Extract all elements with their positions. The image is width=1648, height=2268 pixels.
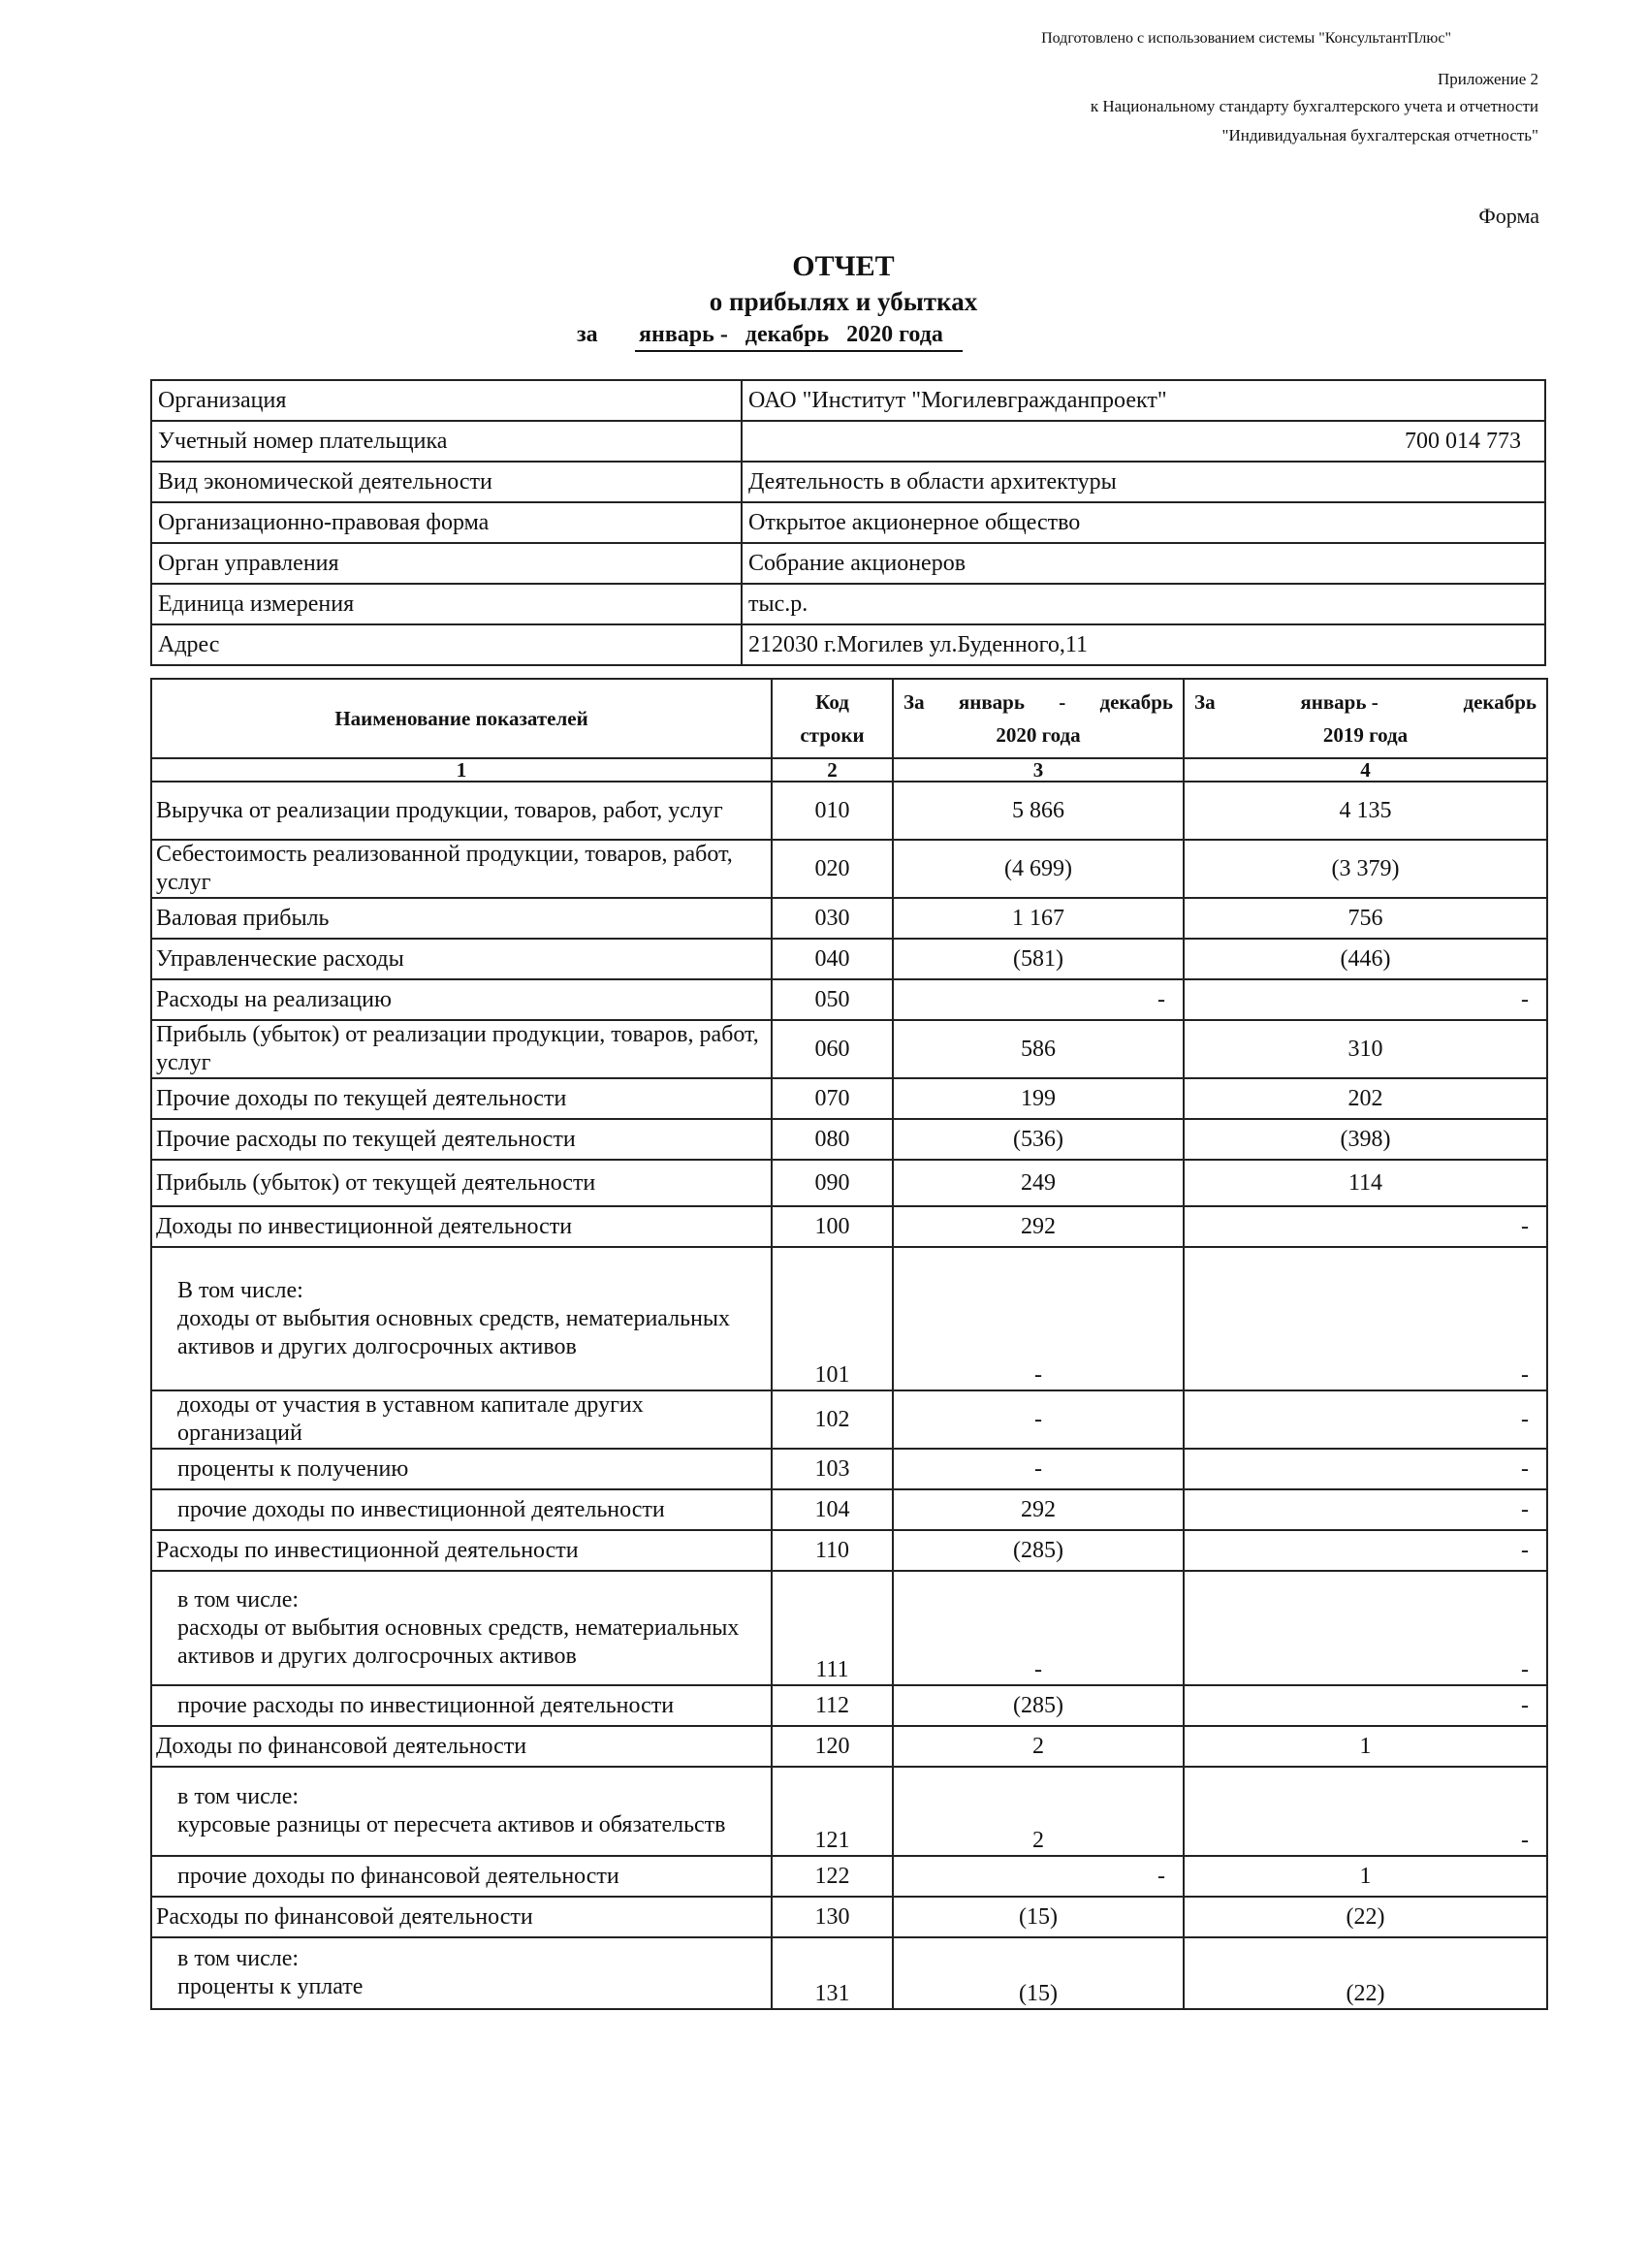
- header-current-period: [893, 679, 1184, 758]
- row-value-2020: 249: [893, 1160, 1184, 1206]
- info-row: [151, 624, 1545, 665]
- row-value-2020: 586: [893, 1020, 1184, 1078]
- row-value-2019: (398): [1184, 1119, 1547, 1160]
- table-row: [151, 1489, 1547, 1530]
- organization-info-table: [150, 379, 1546, 666]
- row-code: 112: [772, 1685, 893, 1726]
- table-row: [151, 782, 1547, 840]
- table-row: [151, 1767, 1547, 1856]
- row-code: 050: [772, 979, 893, 1020]
- table-row: [151, 1449, 1547, 1489]
- standard-name: "Индивидуальная бухгалтерская отчетность": [1221, 126, 1538, 144]
- row-value-2020: (4 699): [893, 840, 1184, 898]
- header-code-line1: Код: [815, 690, 849, 714]
- header-cur-m2: декабрь: [1099, 690, 1173, 714]
- header-previous-months: [1188, 686, 1542, 719]
- row-code: 010: [772, 782, 893, 840]
- info-value: тыс.р.: [742, 584, 1545, 624]
- row-code: 080: [772, 1119, 893, 1160]
- column-number-row: [151, 758, 1547, 782]
- row-name: [151, 1530, 772, 1571]
- row-value-2020: (581): [893, 939, 1184, 979]
- row-value-2019: (22): [1184, 1897, 1547, 1937]
- table-header-row: [151, 679, 1547, 758]
- info-row: [151, 462, 1545, 502]
- row-label: Расходы на реализацию: [156, 986, 392, 1012]
- row-label: доходы от выбытия основных средств, нематериальных активов и других долгосрочных активов: [177, 1305, 731, 1359]
- profit-loss-table: [150, 678, 1548, 2010]
- row-code: 103: [772, 1449, 893, 1489]
- header-prev-za: За: [1194, 690, 1216, 714]
- row-intro: в том числе:: [177, 1784, 300, 1809]
- row-name: [151, 1726, 772, 1767]
- row-code: 122: [772, 1856, 893, 1897]
- row-value-2019: -: [1184, 1530, 1547, 1571]
- header-cur-dash: -: [1059, 690, 1066, 714]
- info-value: Собрание акционеров: [742, 543, 1545, 584]
- row-value-2019: 1: [1184, 1856, 1547, 1897]
- row-code: 090: [772, 1160, 893, 1206]
- row-label: Управленческие расходы: [156, 945, 404, 972]
- row-name: [151, 782, 772, 840]
- info-label: Адрес: [151, 624, 742, 665]
- header-current-year: 2020 года: [996, 723, 1081, 747]
- column-number: 4: [1184, 758, 1547, 782]
- table-row: [151, 1206, 1547, 1247]
- table-row: [151, 1726, 1547, 1767]
- row-value-2020: (536): [893, 1119, 1184, 1160]
- row-label: курсовые разницы от пересчета активов и обязательств: [177, 1812, 726, 1837]
- row-value-2020: (15): [893, 1897, 1184, 1937]
- row-code: 030: [772, 898, 893, 939]
- row-value-2019: -: [1184, 1571, 1547, 1685]
- column-number: 1: [151, 758, 772, 782]
- row-name: [151, 1449, 772, 1489]
- table-row: [151, 1897, 1547, 1937]
- column-number: 2: [772, 758, 893, 782]
- header-prev-m1: январь -: [1300, 690, 1379, 714]
- info-value: 700 014 773: [742, 421, 1545, 462]
- row-name: [151, 898, 772, 939]
- row-value-2019: -: [1184, 1767, 1547, 1856]
- info-label: Орган управления: [151, 543, 742, 584]
- row-code: 120: [772, 1726, 893, 1767]
- report-title: ОТЧЕТ: [792, 250, 895, 282]
- row-label: Прибыль (убыток) от текущей деятельности: [156, 1169, 596, 1196]
- info-row: [151, 584, 1545, 624]
- row-value-2020: (15): [893, 1937, 1184, 2009]
- row-name: [151, 1206, 772, 1247]
- info-label: Организация: [151, 380, 742, 421]
- row-value-2019: (446): [1184, 939, 1547, 979]
- info-label: Вид экономической деятельности: [151, 462, 742, 502]
- form-label: Форма: [1478, 204, 1539, 228]
- row-name: [151, 1767, 772, 1856]
- row-value-2020: 5 866: [893, 782, 1184, 840]
- row-label: проценты к уплате: [177, 1974, 364, 1999]
- row-label: расходы от выбытия основных средств, нематериальных активов и других долгосрочных активов: [177, 1614, 740, 1669]
- row-label: Доходы по финансовой деятельности: [156, 1733, 527, 1759]
- table-row: [151, 1856, 1547, 1897]
- header-prev-m2: декабрь: [1463, 690, 1537, 714]
- prepared-note: Подготовлено с использованием системы "КонсультантПлюс": [1041, 30, 1451, 47]
- standard-line: к Национальному стандарту бухгалтерского учета и отчетности: [1090, 97, 1538, 115]
- row-intro: В том числе:: [177, 1277, 303, 1303]
- row-name: [151, 1856, 772, 1897]
- row-value-2019: 202: [1184, 1078, 1547, 1119]
- report-subtitle: о прибылях и убытках: [709, 287, 978, 316]
- row-label: Прочие расходы по текущей деятельности: [156, 1126, 576, 1152]
- info-label: Организационно-правовая форма: [151, 502, 742, 543]
- row-intro: в том числе:: [177, 1586, 300, 1613]
- info-value: Деятельность в области архитектуры: [742, 462, 1545, 502]
- row-code: 110: [772, 1530, 893, 1571]
- row-value-2020: -: [893, 1571, 1184, 1685]
- info-value: ОАО "Институт "Могилевгражданпроект": [742, 380, 1545, 421]
- info-row: [151, 380, 1545, 421]
- row-value-2019: 1: [1184, 1726, 1547, 1767]
- row-value-2019: -: [1184, 1489, 1547, 1530]
- header-previous-year: 2019 года: [1322, 723, 1409, 747]
- row-label: Валовая прибыль: [156, 905, 330, 931]
- table-row: [151, 898, 1547, 939]
- row-label: Расходы по финансовой деятельности: [156, 1903, 533, 1930]
- row-label: прочие доходы по инвестиционной деятельности: [177, 1496, 665, 1522]
- row-value-2019: -: [1184, 1390, 1547, 1449]
- table-row: [151, 1530, 1547, 1571]
- row-name: [151, 840, 772, 898]
- header-cur-za: За: [903, 690, 925, 714]
- column-number: 3: [893, 758, 1184, 782]
- row-value-2019: 756: [1184, 898, 1547, 939]
- table-row: [151, 1685, 1547, 1726]
- appendix-label: Приложение 2: [1438, 70, 1538, 88]
- row-value-2019: (3 379): [1184, 840, 1547, 898]
- row-value-2020: (285): [893, 1530, 1184, 1571]
- row-code: 070: [772, 1078, 893, 1119]
- row-value-2020: -: [893, 979, 1184, 1020]
- table-row: [151, 1247, 1547, 1390]
- table-row: [151, 1571, 1547, 1685]
- row-label: прочие доходы по финансовой деятельности: [177, 1863, 619, 1889]
- row-label: доходы от участия в уставном капитале других организаций: [177, 1392, 644, 1446]
- row-name: [151, 1937, 772, 2009]
- row-code: 130: [772, 1897, 893, 1937]
- row-label: Расходы по инвестиционной деятельности: [156, 1537, 579, 1563]
- header-current-months: [898, 686, 1179, 719]
- row-value-2019: -: [1184, 1685, 1547, 1726]
- row-label: Выручка от реализации продукции, товаров, работ, услуг: [156, 797, 723, 823]
- row-value-2020: 2: [893, 1767, 1184, 1856]
- header-previous-period: [1184, 679, 1547, 758]
- table-row: [151, 840, 1547, 898]
- row-code: 111: [772, 1571, 893, 1685]
- row-code: 101: [772, 1247, 893, 1390]
- header-line-code: [772, 679, 893, 758]
- row-code: 121: [772, 1767, 893, 1856]
- row-code: 060: [772, 1020, 893, 1078]
- row-value-2020: -: [893, 1856, 1184, 1897]
- table-row: [151, 1390, 1547, 1449]
- row-value-2020: 1 167: [893, 898, 1184, 939]
- row-value-2020: (285): [893, 1685, 1184, 1726]
- table-row: [151, 1160, 1547, 1206]
- row-value-2020: 292: [893, 1206, 1184, 1247]
- table-row: [151, 979, 1547, 1020]
- info-value: Открытое акционерное общество: [742, 502, 1545, 543]
- table-row: [151, 1078, 1547, 1119]
- header-cur-m1: январь: [958, 690, 1025, 714]
- row-label: Прочие доходы по текущей деятельности: [156, 1085, 567, 1111]
- table-body: [151, 782, 1547, 2009]
- row-code: 100: [772, 1206, 893, 1247]
- info-row: [151, 421, 1545, 462]
- row-name: [151, 1571, 772, 1685]
- row-intro: в том числе:: [177, 1946, 300, 1971]
- row-label: проценты к получению: [177, 1455, 409, 1482]
- row-name: [151, 1489, 772, 1530]
- row-code: 020: [772, 840, 893, 898]
- period-prefix: за: [577, 322, 598, 347]
- row-value-2019: 114: [1184, 1160, 1547, 1206]
- row-name: [151, 1897, 772, 1937]
- row-value-2019: -: [1184, 979, 1547, 1020]
- row-value-2019: 4 135: [1184, 782, 1547, 840]
- info-value: 212030 г.Могилев ул.Буденного,11: [742, 624, 1545, 665]
- header-indicator-name: Наименование показателей: [151, 679, 772, 758]
- row-value-2020: -: [893, 1247, 1184, 1390]
- row-label: Доходы по инвестиционной деятельности: [156, 1213, 573, 1239]
- row-name: [151, 1078, 772, 1119]
- row-name: [151, 1160, 772, 1206]
- row-name: [151, 1247, 772, 1390]
- row-code: 040: [772, 939, 893, 979]
- table-row: [151, 1020, 1547, 1078]
- row-code: 102: [772, 1390, 893, 1449]
- header-code-line2: строки: [800, 723, 865, 747]
- row-value-2020: -: [893, 1449, 1184, 1489]
- report-period: [577, 322, 963, 352]
- row-name: [151, 1119, 772, 1160]
- row-label: Прибыль (убыток) от реализации продукции, товаров, работ, услуг: [156, 1022, 759, 1075]
- table-row: [151, 1119, 1547, 1160]
- row-value-2020: 2: [893, 1726, 1184, 1767]
- row-value-2019: -: [1184, 1449, 1547, 1489]
- table-row: [151, 1937, 1547, 2009]
- row-code: 104: [772, 1489, 893, 1530]
- info-row: [151, 502, 1545, 543]
- row-value-2020: 292: [893, 1489, 1184, 1530]
- row-name: [151, 1390, 772, 1449]
- row-value-2019: -: [1184, 1206, 1547, 1247]
- info-label: Учетный номер плательщика: [151, 421, 742, 462]
- row-name: [151, 979, 772, 1020]
- period-value: январь - декабрь 2020 года: [635, 322, 963, 352]
- row-label: прочие расходы по инвестиционной деятельности: [177, 1692, 675, 1718]
- row-value-2019: (22): [1184, 1937, 1547, 2009]
- row-name: [151, 939, 772, 979]
- row-code: 131: [772, 1937, 893, 2009]
- row-name: [151, 1020, 772, 1078]
- info-row: [151, 543, 1545, 584]
- row-value-2019: -: [1184, 1247, 1547, 1390]
- row-value-2019: 310: [1184, 1020, 1547, 1078]
- table-row: [151, 939, 1547, 979]
- row-label: Себестоимость реализованной продукции, товаров, работ, услуг: [156, 842, 733, 895]
- row-name: [151, 1685, 772, 1726]
- row-value-2020: -: [893, 1390, 1184, 1449]
- info-label: Единица измерения: [151, 584, 742, 624]
- row-value-2020: 199: [893, 1078, 1184, 1119]
